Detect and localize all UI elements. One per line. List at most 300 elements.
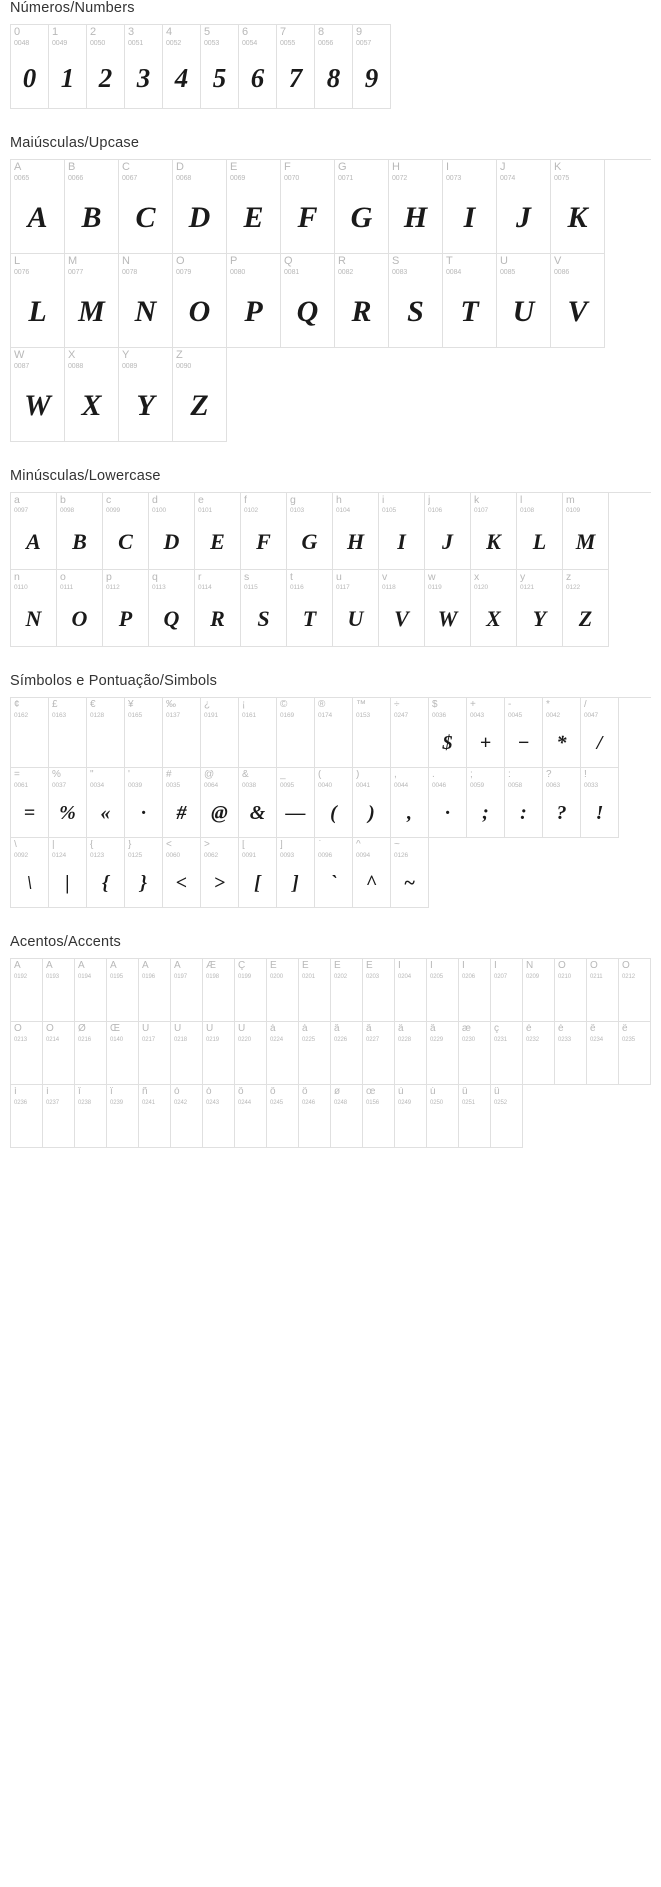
glyph-char-label: è [526, 1024, 532, 1034]
glyph-char-label: # [166, 770, 172, 780]
glyph-header [497, 160, 550, 182]
glyph-cell[interactable] [125, 698, 163, 768]
glyph-cell[interactable] [267, 959, 299, 1022]
glyph-preview: @ [211, 802, 228, 825]
glyph-preview [75, 980, 106, 1022]
glyph-cell[interactable] [581, 768, 619, 838]
glyph-cell[interactable] [241, 570, 287, 647]
glyph-cell[interactable] [555, 959, 587, 1022]
glyph-header [459, 1022, 490, 1043]
glyph-cell[interactable] [395, 959, 427, 1022]
glyph-header [277, 838, 314, 860]
glyph-cell[interactable] [125, 768, 163, 838]
glyph-cell[interactable] [149, 493, 195, 570]
glyph-cell[interactable] [163, 838, 201, 908]
glyph-cell[interactable] [203, 1022, 235, 1085]
glyph-cell[interactable] [203, 959, 235, 1022]
glyph-cell[interactable] [107, 1085, 139, 1148]
glyph-cell[interactable] [103, 570, 149, 647]
glyph-cell[interactable] [173, 348, 227, 442]
glyph-preview [235, 1106, 266, 1148]
glyph-cell[interactable] [11, 959, 43, 1022]
glyph-cell[interactable] [11, 493, 57, 570]
glyph-cell[interactable] [239, 838, 277, 908]
glyph-preview: T [302, 606, 317, 632]
glyph-char-label: É [302, 961, 309, 971]
glyph-cell[interactable] [333, 570, 379, 647]
glyph-cell[interactable] [425, 493, 471, 570]
glyph-char-label: H [392, 162, 400, 173]
glyph-header [443, 254, 496, 276]
glyph-cell[interactable] [497, 160, 551, 254]
glyph-cell[interactable] [125, 25, 163, 109]
glyph-cell[interactable] [235, 1022, 267, 1085]
glyph-cell[interactable] [335, 254, 389, 348]
glyph-preview: Y [136, 389, 155, 423]
glyph-header [299, 959, 330, 980]
glyph-cell[interactable] [315, 698, 353, 768]
glyph-preview [203, 1106, 234, 1148]
glyph-char-label: ã [366, 1024, 372, 1034]
glyph-cell[interactable] [389, 254, 443, 348]
glyph-header [87, 838, 124, 860]
glyph-cell[interactable] [491, 1085, 523, 1148]
glyph-cell[interactable] [163, 698, 201, 768]
glyph-preview: [ [254, 872, 261, 895]
glyph-char-label: D [176, 162, 184, 173]
glyph-header [315, 768, 352, 790]
glyph-code-label: 0054 [242, 40, 258, 47]
glyph-cell[interactable] [163, 768, 201, 838]
glyph-cell[interactable] [619, 1022, 651, 1085]
glyph-cell[interactable] [429, 768, 467, 838]
glyph-preview [235, 1043, 266, 1085]
glyph-preview: S [257, 606, 270, 632]
glyph-code-label: 0034 [90, 782, 105, 789]
glyph-cell[interactable] [425, 570, 471, 647]
glyph-cell[interactable] [125, 838, 163, 908]
glyph-cell[interactable] [11, 768, 49, 838]
glyph-cell[interactable] [353, 25, 391, 109]
glyph-char-label: U [500, 256, 508, 267]
glyph-preview [49, 720, 86, 768]
glyph-preview: 5 [212, 62, 227, 93]
glyph-cell[interactable] [103, 493, 149, 570]
glyph-cell[interactable] [11, 160, 65, 254]
glyph-cell[interactable] [581, 698, 619, 768]
glyph-cell[interactable] [287, 570, 333, 647]
glyph-preview: ] [292, 872, 299, 895]
glyph-header [235, 959, 266, 980]
glyph-header [239, 768, 276, 790]
glyph-char-label: = [14, 770, 20, 780]
glyph-preview [163, 720, 200, 768]
glyph-cell[interactable] [333, 493, 379, 570]
glyph-char-label: q [152, 572, 158, 583]
glyph-cell[interactable] [281, 254, 335, 348]
glyph-code-label: 0112 [106, 584, 120, 591]
glyph-code-label: 0099 [106, 507, 121, 514]
glyph-cell[interactable] [427, 1022, 459, 1085]
glyph-cell[interactable] [335, 160, 389, 254]
glyph-preview: O [71, 606, 88, 632]
glyph-cell[interactable] [139, 1022, 171, 1085]
glyph-header [315, 698, 352, 720]
glyph-cell[interactable] [491, 959, 523, 1022]
glyph-header [363, 1022, 394, 1043]
glyph-header [139, 959, 170, 980]
glyph-cell[interactable] [459, 959, 491, 1022]
glyph-char-label: O [176, 256, 185, 267]
glyph-cell[interactable] [543, 698, 581, 768]
glyph-code-label: 0217 [142, 1037, 155, 1043]
glyph-cell[interactable] [315, 25, 353, 109]
glyph-cell[interactable] [201, 698, 239, 768]
glyph-code-label: 0095 [280, 782, 295, 789]
glyph-preview: Z [190, 389, 209, 423]
glyph-cell[interactable] [619, 959, 651, 1022]
glyph-preview [353, 720, 390, 768]
glyph-cell[interactable] [315, 838, 353, 908]
glyph-cell[interactable] [195, 570, 241, 647]
glyph-cell[interactable] [195, 493, 241, 570]
glyph-char-label: æ [462, 1024, 471, 1034]
glyph-cell[interactable] [587, 1022, 619, 1085]
glyph-cell[interactable] [267, 1085, 299, 1148]
glyph-cell[interactable] [523, 959, 555, 1022]
glyph-char-label: Y [122, 350, 130, 361]
glyph-cell[interactable] [49, 838, 87, 908]
glyph-header [227, 160, 280, 182]
glyph-code-label: 0209 [526, 974, 539, 980]
glyph-cell[interactable] [551, 160, 605, 254]
glyph-header [425, 493, 470, 515]
glyph-cell[interactable] [363, 1085, 395, 1148]
glyph-code-label: 0194 [78, 974, 91, 980]
glyph-cell[interactable] [43, 1085, 75, 1148]
glyph-header [163, 768, 200, 790]
glyph-code-label: 0124 [52, 852, 67, 859]
glyph-cell[interactable] [467, 768, 505, 838]
glyph-cell[interactable] [241, 493, 287, 570]
glyph-code-label: 0234 [590, 1037, 603, 1043]
glyph-cell[interactable] [119, 160, 173, 254]
glyph-code-label: 0036 [432, 712, 447, 719]
glyph-preview: B [72, 529, 87, 555]
glyph-cell[interactable] [315, 768, 353, 838]
glyph-char-label: Ò [558, 961, 566, 971]
glyph-char-label: ( [318, 770, 322, 780]
glyph-cell[interactable] [49, 698, 87, 768]
glyph-char-label: \ [14, 840, 17, 850]
glyph-cell[interactable] [505, 768, 543, 838]
glyph-cell[interactable] [331, 1022, 363, 1085]
glyph-cell[interactable] [65, 254, 119, 348]
glyph-preview [299, 1106, 330, 1148]
glyph-cell[interactable] [563, 493, 609, 570]
glyph-cell[interactable] [171, 1085, 203, 1148]
glyph-char-label: õ [270, 1087, 276, 1097]
glyph-char-label: f [244, 495, 247, 506]
glyph-preview: % [59, 802, 76, 825]
glyph-header [543, 768, 580, 790]
glyph-cell[interactable] [227, 254, 281, 348]
glyph-header [467, 768, 504, 790]
glyph-header [11, 1085, 42, 1106]
glyph-cell[interactable] [87, 698, 125, 768]
glyph-header [49, 25, 86, 47]
glyph-code-label: 0213 [14, 1037, 27, 1043]
glyph-cell[interactable] [239, 768, 277, 838]
glyph-cell[interactable] [201, 768, 239, 838]
glyph-char-label: 1 [52, 27, 59, 38]
glyph-cell[interactable] [11, 698, 49, 768]
glyph-cell[interactable] [119, 254, 173, 348]
glyph-cell[interactable] [139, 1085, 171, 1148]
glyph-cell[interactable] [563, 570, 609, 647]
glyph-header [103, 570, 148, 592]
glyph-cell[interactable] [43, 959, 75, 1022]
glyph-cell[interactable] [57, 570, 103, 647]
glyph-cell[interactable] [391, 768, 429, 838]
glyph-cell[interactable] [87, 25, 125, 109]
glyph-header [227, 254, 280, 276]
glyph-cell[interactable] [353, 698, 391, 768]
glyph-char-label: â [334, 1024, 340, 1034]
glyph-cell[interactable] [363, 959, 395, 1022]
glyph-preview: ( [330, 802, 337, 825]
glyph-cell[interactable] [331, 1085, 363, 1148]
glyph-cell[interactable] [57, 493, 103, 570]
glyph-cell[interactable] [471, 570, 517, 647]
glyph-cell[interactable] [107, 959, 139, 1022]
glyph-cell[interactable] [497, 254, 551, 348]
glyph-code-label: 0244 [238, 1100, 251, 1106]
glyph-code-label: 0115 [244, 584, 258, 591]
glyph-cell[interactable] [149, 570, 195, 647]
glyph-char-label: P [230, 256, 238, 267]
glyph-char-label: . [432, 770, 435, 780]
glyph-cell[interactable] [201, 25, 239, 109]
glyph-cell[interactable] [163, 25, 201, 109]
glyph-cell[interactable] [87, 838, 125, 908]
glyph-code-label: 0043 [470, 712, 485, 719]
glyph-header [195, 493, 240, 515]
glyph-cell[interactable] [75, 1085, 107, 1148]
glyph-preview: Z [578, 606, 593, 632]
glyph-preview [267, 1043, 298, 1085]
glyph-cell[interactable] [505, 698, 543, 768]
glyph-cell[interactable] [87, 768, 125, 838]
glyph-char-label: T [446, 256, 453, 267]
glyph-cell[interactable] [235, 1085, 267, 1148]
glyph-preview: G [350, 201, 373, 235]
glyph-code-label: 0196 [142, 974, 155, 980]
glyph-header [203, 1022, 234, 1043]
glyph-header [427, 1022, 458, 1043]
glyph-cell[interactable] [391, 698, 429, 768]
glyph-cell[interactable] [443, 254, 497, 348]
glyph-cell[interactable] [395, 1085, 427, 1148]
glyph-cell[interactable] [427, 1085, 459, 1148]
glyph-code-label: 0097 [14, 507, 29, 514]
glyph-cell[interactable] [11, 570, 57, 647]
glyph-cell[interactable] [11, 348, 65, 442]
glyph-code-label: 0192 [14, 974, 27, 980]
glyph-cell[interactable] [299, 1022, 331, 1085]
glyph-cell[interactable] [353, 768, 391, 838]
glyph-code-label: 0058 [508, 782, 523, 789]
glyph-cell[interactable] [277, 768, 315, 838]
glyph-header [563, 570, 608, 592]
glyph-header [287, 493, 332, 515]
glyph-header [75, 1085, 106, 1106]
glyph-cell[interactable] [65, 348, 119, 442]
glyph-cell[interactable] [299, 959, 331, 1022]
glyph-code-label: 0069 [230, 175, 246, 182]
glyph-cell[interactable] [203, 1085, 235, 1148]
glyph-code-label: 0048 [14, 40, 30, 47]
glyph-cell[interactable] [11, 1085, 43, 1148]
glyph-preview [459, 1043, 490, 1085]
glyph-header [395, 1022, 426, 1043]
glyph-header [239, 25, 276, 47]
glyph-cell[interactable] [49, 25, 87, 109]
glyph-char-label: [ [242, 840, 245, 850]
glyph-cell[interactable] [227, 160, 281, 254]
glyph-cell[interactable] [467, 698, 505, 768]
glyph-code-label: 0230 [462, 1037, 475, 1043]
glyph-preview: S [407, 295, 424, 329]
glyph-code-label: 0212 [622, 974, 635, 980]
glyph-cell[interactable] [555, 1022, 587, 1085]
glyph-cell[interactable] [391, 838, 429, 908]
glyph-header [281, 160, 334, 182]
glyph-cell[interactable] [281, 160, 335, 254]
glyph-cell[interactable] [587, 959, 619, 1022]
glyph-cell[interactable] [11, 838, 49, 908]
glyph-cell[interactable] [353, 838, 391, 908]
glyph-cell[interactable] [173, 254, 227, 348]
glyph-char-label: a [14, 495, 20, 506]
glyph-cell[interactable] [427, 959, 459, 1022]
glyph-cell[interactable] [395, 1022, 427, 1085]
glyph-preview [43, 1043, 74, 1085]
glyph-cell[interactable] [389, 160, 443, 254]
glyph-cell[interactable] [171, 959, 203, 1022]
glyph-cell[interactable] [119, 348, 173, 442]
glyph-header [49, 838, 86, 860]
glyph-cell[interactable] [49, 768, 87, 838]
glyph-char-label: Ù [142, 1024, 150, 1034]
glyph-preview [43, 980, 74, 1022]
glyph-char-label: ; [470, 770, 473, 780]
glyph-header [315, 838, 352, 860]
glyph-cell[interactable] [107, 1022, 139, 1085]
glyph-header [163, 25, 200, 47]
glyph-preview [235, 980, 266, 1022]
glyph-preview [43, 1106, 74, 1148]
glyph-cell[interactable] [65, 160, 119, 254]
glyph-cell[interactable] [517, 493, 563, 570]
glyph-preview: — [285, 802, 306, 825]
glyph-cell[interactable] [331, 959, 363, 1022]
glyph-cell[interactable] [299, 1085, 331, 1148]
glyph-cell[interactable] [11, 1022, 43, 1085]
glyph-header [235, 1085, 266, 1106]
glyph-cell[interactable] [363, 1022, 395, 1085]
glyph-header [491, 1022, 522, 1043]
glyph-code-label: 0113 [152, 584, 166, 591]
glyph-header [331, 1085, 362, 1106]
glyph-preview: V [394, 606, 409, 632]
glyph-preview [363, 1106, 394, 1148]
glyph-cell[interactable] [471, 493, 517, 570]
glyph-preview [75, 1106, 106, 1148]
glyph-cell[interactable] [429, 698, 467, 768]
glyph-preview: K [567, 201, 588, 235]
glyph-header [267, 1022, 298, 1043]
glyph-cell[interactable] [277, 838, 315, 908]
glyph-cell[interactable] [543, 768, 581, 838]
glyph-char-label: ê [590, 1024, 596, 1034]
glyph-cell[interactable] [379, 570, 425, 647]
glyph-char-label: j [428, 495, 431, 506]
glyph-cell[interactable] [43, 1022, 75, 1085]
glyph-code-label: 0239 [110, 1100, 123, 1106]
glyph-preview: N [25, 606, 42, 632]
glyph-cell[interactable] [523, 1022, 555, 1085]
glyph-cell[interactable] [11, 25, 49, 109]
glyph-cell[interactable] [267, 1022, 299, 1085]
glyph-char-label: , [394, 770, 397, 780]
glyph-cell[interactable] [239, 25, 277, 109]
glyph-cell[interactable] [459, 1022, 491, 1085]
glyph-code-label: 0128 [90, 712, 105, 719]
glyph-header [333, 570, 378, 592]
glyph-cell[interactable] [277, 698, 315, 768]
glyph-cell[interactable] [139, 959, 171, 1022]
glyph-header [363, 1085, 394, 1106]
glyph-cell[interactable] [277, 25, 315, 109]
glyph-cell[interactable] [235, 959, 267, 1022]
glyph-char-label: 6 [242, 27, 249, 38]
glyph-code-label: 0238 [78, 1100, 91, 1106]
glyph-cell[interactable] [443, 160, 497, 254]
glyph-cell[interactable] [491, 1022, 523, 1085]
glyph-cell[interactable] [239, 698, 277, 768]
glyph-cell[interactable] [173, 160, 227, 254]
glyph-preview [11, 1043, 42, 1085]
glyph-cell[interactable] [75, 1022, 107, 1085]
glyph-cell[interactable] [459, 1085, 491, 1148]
glyph-char-label: € [90, 700, 96, 710]
glyph-preview [239, 720, 276, 768]
glyph-header [379, 570, 424, 592]
glyph-header [353, 838, 390, 860]
glyph-preview: L [532, 529, 547, 555]
glyph-cell[interactable] [379, 493, 425, 570]
glyph-cell[interactable] [287, 493, 333, 570]
glyph-cell[interactable] [551, 254, 605, 348]
glyph-cell[interactable] [201, 838, 239, 908]
glyph-cell[interactable] [171, 1022, 203, 1085]
glyph-char-label: á [302, 1024, 308, 1034]
glyph-cell[interactable] [75, 959, 107, 1022]
glyph-section [0, 135, 661, 442]
glyph-cell[interactable] [11, 254, 65, 348]
glyph-cell[interactable] [517, 570, 563, 647]
